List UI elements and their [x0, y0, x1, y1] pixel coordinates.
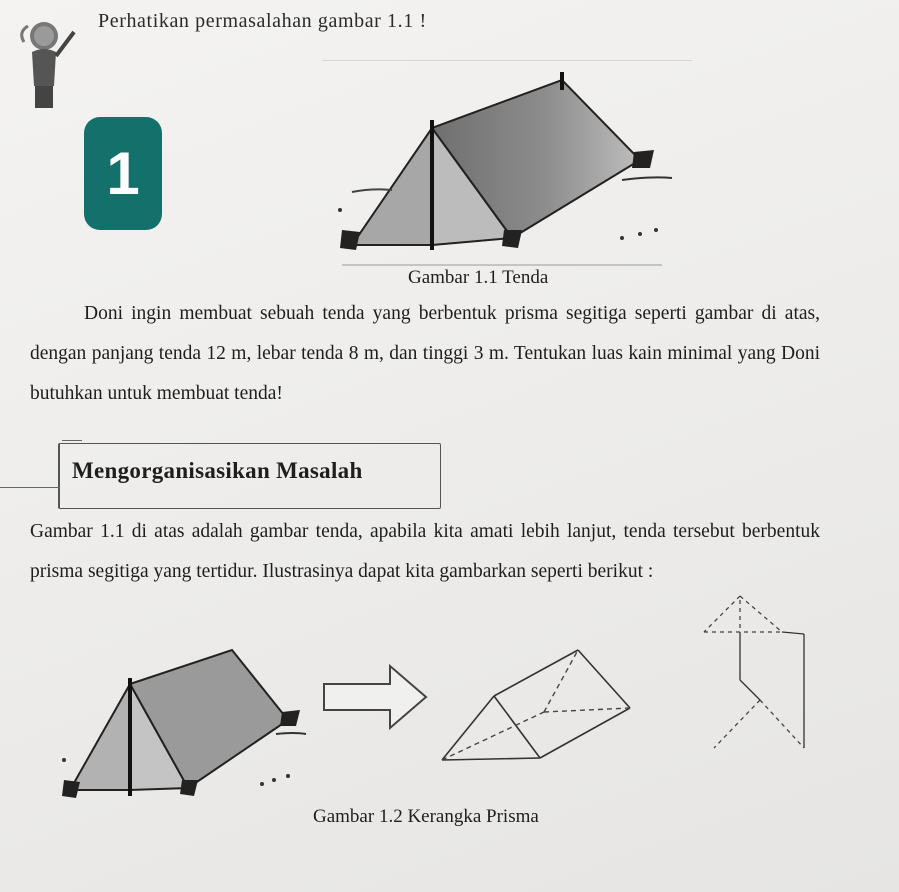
- problem-statement: Doni ingin membuat sebuah tenda yang berbentuk prisma segitiga seperti gambar di atas, dengan panjang tenda 12 m, lebar tenda 8 m, dan tinggi 3 m. Tentukan luas kain minimal yang Doni butuhkan untuk membuat tenda!: [30, 303, 820, 404]
- right-arrow-icon: [320, 662, 430, 732]
- student-mascot-icon: [18, 6, 82, 110]
- tent-small-illustration: [48, 640, 308, 810]
- explanation-paragraph: Gambar 1.1 di atas adalah gambar tenda, apabila kita amati lebih lanjut, tenda tersebut berbentuk prisma segitiga yang tertidur. Ilustrasinya dapat kita gambarkan seperti berikut :: [30, 521, 820, 582]
- tent-illustration: [322, 60, 692, 270]
- problem-number-badge: [84, 117, 162, 230]
- page-header-title: Perhatikan permasalahan gambar 1.1 !: [98, 10, 427, 32]
- triangle-height-sketch: [700, 590, 820, 765]
- problem-number: 1: [106, 140, 140, 207]
- section-title: Mengorganisasikan Masalah: [72, 458, 363, 483]
- figure-1-caption: Gambar 1.1 Tenda: [408, 267, 549, 288]
- prism-framework-diagram: [440, 640, 640, 765]
- section-box-accent-line: [0, 487, 60, 488]
- figure-2-caption: Gambar 1.2 Kerangka Prisma: [313, 806, 539, 827]
